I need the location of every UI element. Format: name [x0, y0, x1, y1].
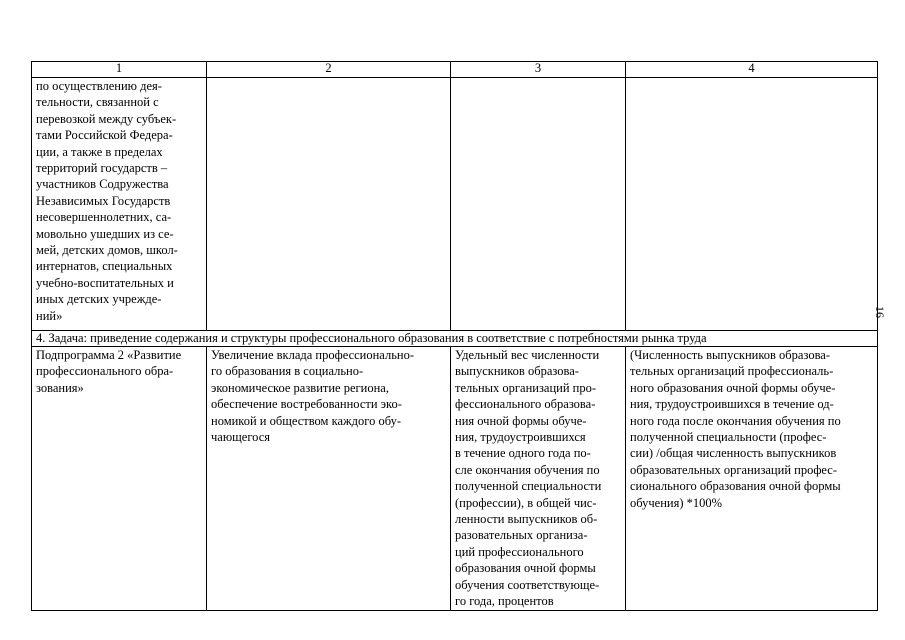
table-row [32, 78, 878, 331]
indicator-cell [451, 78, 626, 331]
column-number-1: 1 [32, 62, 207, 78]
goal-cell [207, 78, 451, 331]
indicator-cell: Удельный вес численности выпускников образова- тельных организаций про- фессионального образова- ния очной формы обуче- ния, трудоустроившихся в течение одного года по- сле окончания обучения по полученной специальности (профессии), в общей чис- ленности выпускников об- разовательных организа- ций профессионального образования очной формы обучения соответствующе- го года, процентов [451, 347, 626, 611]
column-number-2: 2 [207, 62, 451, 78]
task-row [32, 331, 878, 347]
column-number-row [32, 62, 878, 78]
program-name-cell: Подпрограмма 2 «Развитие профессионального обра- зования» [32, 347, 207, 611]
task-heading: 4. Задача: приведение содержания и структуры профессионального образования в соответствие с потребностями рынка труда [32, 331, 878, 347]
formula-cell [626, 78, 878, 331]
column-number-3: 3 [451, 62, 626, 78]
formula-cell: (Численность выпускников образова- тельных организаций профессиональ- ного образования очной формы обуче- ния, трудоустроившихся в течение од- ного года после окончания обучения по полученной специальности (профес- сии) /общая численность выпускников образовательных организаций профес- сионального образования очной формы обучения) *100% [626, 347, 878, 611]
program-name-cell: по осуществлению дея- тельности, связанной с перевозкой между субъек- тами Российской Федера- ции, а также в пределах территорий государств – участников Содружества Независимых Государств несовершеннолетних, са- мовольно ушедших из се- мей, детских домов, школ- интернатов, специальных учебно-воспитательных и иных детских учрежде- ний» [32, 78, 207, 331]
goal-cell: Увеличение вклада профессионально- го образования в социально- экономическое развитие региона, обеспечение востребованности эко- номикой и обществом каждого обу- чающегося [207, 347, 451, 611]
column-number-4: 4 [626, 62, 878, 78]
indicator-table [31, 61, 878, 611]
page-number: 16 [873, 306, 887, 318]
table-row [32, 347, 878, 611]
